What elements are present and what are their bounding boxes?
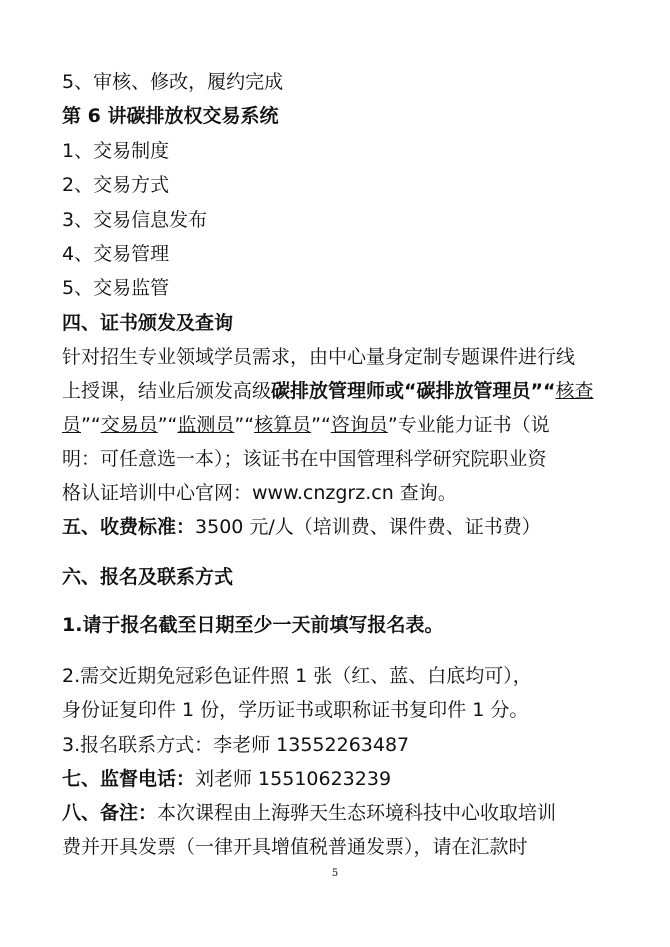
cert-title-monitor: 监测员 — [177, 414, 235, 436]
cert-title-consultant: 咨询员 — [330, 414, 388, 436]
cert-paragraph-line-3 — [62, 413, 550, 437]
cert-text: ”专业能力证书（说 — [387, 414, 550, 436]
fee-label: 五、收费标准： — [62, 516, 196, 538]
cert-paragraph-line-5: 格认证培训中心官网：www.cnzgrz.cn 查询。 — [62, 482, 457, 504]
cert-paragraph-line-2 — [62, 379, 594, 403]
cert-text: 上授课，结业后颁发高级 — [62, 380, 272, 402]
signup-step-1: 1.请于报名截至日期至少一天前填写报名表。 — [62, 614, 444, 636]
fee-line — [62, 515, 541, 539]
step-5-text: 5、审核、修改，履约完成 — [62, 71, 284, 93]
quote-mark: ”“ — [234, 414, 255, 436]
supervision-label: 七、监督电话： — [62, 768, 196, 790]
remark-line-1 — [62, 801, 556, 825]
page-number: 5 — [331, 868, 339, 879]
supervision-contact: 刘老师 15510623239 — [195, 768, 392, 790]
trade-item-5: 5、交易监管 — [62, 277, 170, 299]
remark-label: 八、备注： — [62, 802, 158, 824]
cert-heading: 四、证书颁发及查询 — [62, 312, 234, 334]
fee-text: 3500 元/人（培训费、课件费、证书费） — [195, 516, 541, 538]
cert-title-accountant: 核算员 — [254, 414, 312, 436]
signup-step-2-line-2: 身份证复印件 1 份，学历证书或职称证书复印件 1 分。 — [62, 699, 529, 721]
cert-paragraph-line-1: 针对招生专业领域学员需求，由中心量身定制专题课件进行线 — [62, 346, 576, 368]
remark-line-2: 费并开具发票（一律开具增值税普通发票），请在汇款时 — [62, 836, 528, 858]
supervision-line — [62, 767, 391, 791]
trade-item-3: 3、交易信息发布 — [62, 209, 208, 231]
quote-mark: ”“ — [311, 414, 331, 436]
remark-text: 本次课程由上海骅天生态环境科技中心收取培训 — [157, 802, 557, 824]
signup-step-2-line-1: 2.需交近期免冠彩色证件照 1 张（红、蓝、白底均可）， — [62, 665, 532, 687]
trade-item-4: 4、交易管理 — [62, 243, 170, 265]
cert-titles-bold: 碳排放管理师或“碳排放管理员”“ — [271, 380, 556, 402]
trade-item-1: 1、交易制度 — [62, 140, 170, 162]
cert-title-trader: 交易员 — [100, 414, 158, 436]
cert-paragraph-line-4: 明：可任意选一本）；该证书在中国管理科学研究院职业资 — [62, 448, 547, 470]
quote-mark: ”“ — [157, 414, 178, 436]
signup-contact: 3.报名联系方式：李老师 13552263487 — [62, 734, 410, 756]
cert-title-verifier-end: 员 — [62, 414, 82, 436]
signup-heading: 六、报名及联系方式 — [62, 566, 234, 588]
cert-title-verifier: 核查 — [555, 380, 594, 402]
lecture-6-title: 第 6 讲碳排放权交易系统 — [62, 105, 279, 127]
quote-mark: ”“ — [81, 414, 101, 436]
trade-item-2: 2、交易方式 — [62, 174, 170, 196]
